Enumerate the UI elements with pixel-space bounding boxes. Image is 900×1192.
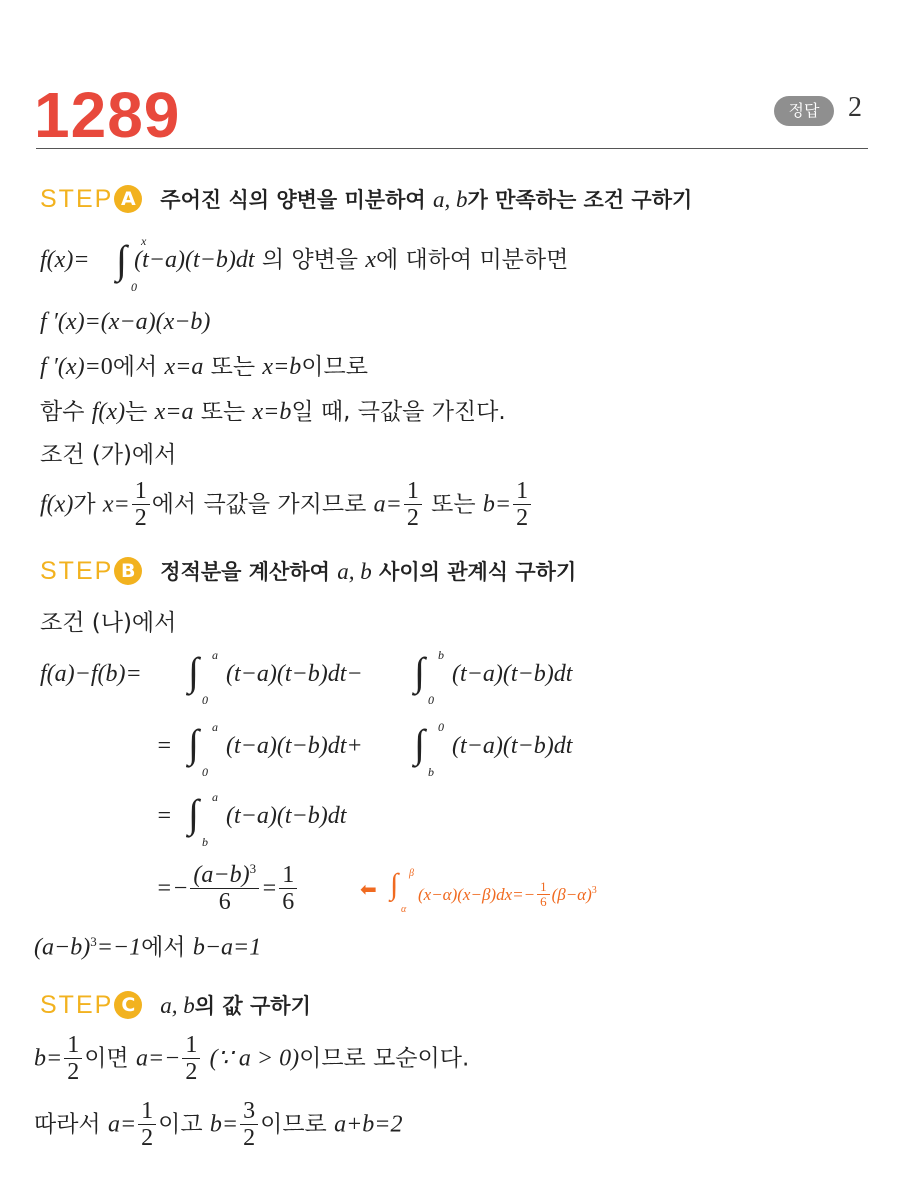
math-expression: f ′(x)=(x−a)(x−b) bbox=[40, 309, 211, 335]
fraction: $\frac{1}{2}$ bbox=[138, 1098, 156, 1152]
integral-upper-limit: x bbox=[141, 234, 147, 248]
math-operator: = bbox=[156, 733, 173, 759]
math-operator: = bbox=[156, 803, 173, 829]
text: 가 bbox=[73, 491, 96, 518]
step-label: STEP bbox=[40, 184, 114, 213]
answer-badge: 정답 bbox=[774, 96, 834, 126]
integral-lower-limit: 0 bbox=[202, 765, 208, 779]
fraction: $\frac{1}{2}$ bbox=[132, 478, 150, 532]
text: 에서 bbox=[141, 934, 186, 961]
integral-sign: ∫ bbox=[188, 649, 199, 694]
step-c-heading bbox=[40, 990, 311, 1020]
step-a-line-4 bbox=[40, 400, 506, 424]
math-expression: a=− bbox=[135, 1045, 181, 1072]
step-title-vars: a, b bbox=[432, 187, 468, 212]
math-expression: (t−a)(t−b)dt bbox=[452, 661, 573, 687]
math-expression: (t−a)(t−b)dt bbox=[452, 733, 573, 759]
text: 이고 bbox=[158, 1111, 203, 1138]
integral-lower-limit: b bbox=[202, 835, 208, 849]
math-operator: + bbox=[346, 733, 363, 759]
text: 이므로 모순이다. bbox=[299, 1045, 470, 1072]
integral-upper-limit: a bbox=[212, 790, 218, 804]
math-expression: =−1 bbox=[96, 934, 142, 961]
step-title bbox=[160, 184, 692, 214]
math-expression: (t−a)(t−b)dt bbox=[226, 733, 347, 759]
math-expression: (a−b) bbox=[34, 934, 91, 961]
math-expression: (∵ a > 0) bbox=[209, 1045, 300, 1072]
step-b-line-3-body bbox=[226, 734, 363, 758]
integral-upper-limit: 0 bbox=[438, 720, 444, 734]
step-title-text: 의 값 구하기 bbox=[194, 994, 311, 1018]
step-b-line-2 bbox=[40, 662, 142, 686]
step-a-line-3 bbox=[40, 355, 368, 379]
step-label: STEP bbox=[40, 990, 114, 1019]
integral-lower-limit: 0 bbox=[131, 280, 137, 294]
step-title-text: 가 만족하는 조건 구하기 bbox=[467, 188, 693, 212]
step-letter-badge: B bbox=[114, 557, 142, 585]
step-title-vars: a, b bbox=[337, 559, 372, 584]
fraction: $\frac{1}{6}$ bbox=[279, 862, 297, 916]
step-a-line-2 bbox=[40, 310, 210, 334]
text: 일 때, 극값을 가진다. bbox=[291, 399, 506, 425]
text: 이므로 bbox=[301, 354, 368, 380]
math-expression: f(a)−f(b)= bbox=[40, 661, 142, 687]
integral-sign: ∫ bbox=[188, 791, 199, 836]
fraction: $\frac{3}{2}$ bbox=[240, 1098, 258, 1152]
step-b-line-2-body-2 bbox=[452, 662, 572, 686]
math-expression: (t−a)(t−b)dt bbox=[226, 661, 347, 687]
fraction: $\frac{1}{2}$ bbox=[64, 1032, 82, 1086]
integral-upper-limit: β bbox=[409, 868, 414, 879]
math-operator: = bbox=[261, 875, 278, 902]
step-b-line-2-body bbox=[226, 662, 363, 686]
step-a-line-5: 조건 (가)에서 bbox=[40, 442, 177, 468]
step-b-line-3-body-2 bbox=[452, 734, 572, 758]
math-expression: b= bbox=[482, 491, 512, 518]
step-title-text: 사이의 관계식 구하기 bbox=[379, 560, 577, 584]
math-expression: b= bbox=[209, 1111, 239, 1138]
integral-sign: ∫ bbox=[116, 237, 127, 282]
step-letter-badge: A bbox=[114, 185, 142, 213]
math-operator: = bbox=[156, 875, 173, 902]
step-b-line-3 bbox=[156, 734, 172, 758]
problem-number: 1289 bbox=[34, 79, 181, 151]
step-title-text: 정적분을 계산하여 bbox=[160, 560, 330, 584]
formula-note: (x−α)(x−β)dx=− $\frac{1}{6}$ $(\beta-\alpha)^3$ bbox=[418, 879, 597, 910]
math-variable: x bbox=[365, 247, 376, 273]
integral-lower-limit: b bbox=[428, 765, 434, 779]
math-expression: x=a bbox=[164, 354, 204, 380]
math-expression: x=b bbox=[262, 354, 302, 380]
integral-lower-limit: 0 bbox=[428, 693, 434, 707]
text: 함수 bbox=[40, 399, 85, 425]
math-expression: x= bbox=[102, 491, 130, 518]
math-operator: − bbox=[172, 875, 189, 902]
text: 또는 bbox=[210, 354, 256, 380]
math-expression: a= bbox=[107, 1111, 137, 1138]
step-b-line-4-body bbox=[226, 804, 346, 828]
step-c-line-1 bbox=[34, 1032, 469, 1086]
integral-lower-limit: 0 bbox=[202, 693, 208, 707]
step-a-heading bbox=[40, 184, 692, 214]
math-expression: b−a=1 bbox=[192, 934, 262, 961]
fraction: $\frac{(a-b)^3}{6}$ bbox=[190, 862, 259, 916]
answer-value: 2 bbox=[848, 92, 862, 123]
fraction: $\frac{1}{2}$ bbox=[182, 1032, 200, 1086]
step-b-line-5 bbox=[156, 862, 299, 916]
math-expression: f(x)= bbox=[40, 247, 90, 273]
text: 또는 bbox=[431, 491, 476, 518]
step-c-line-2 bbox=[34, 1098, 402, 1152]
math-expression: a+b=2 bbox=[334, 1111, 403, 1138]
step-letter-badge: C bbox=[114, 991, 142, 1019]
left-arrow-icon: ⬅ bbox=[360, 877, 377, 901]
fraction: $\frac{1}{2}$ bbox=[404, 478, 422, 532]
math-expression: a= bbox=[373, 491, 402, 518]
integral-sign: ∫ bbox=[390, 868, 399, 901]
math-expression: b= bbox=[34, 1045, 63, 1072]
math-expression: f ′(x)= bbox=[40, 354, 101, 380]
math-operator: − bbox=[346, 661, 363, 687]
integral-lower-limit: α bbox=[401, 904, 407, 915]
text: 의 양변을 bbox=[261, 247, 358, 273]
math-expression: f(x) bbox=[91, 399, 126, 425]
math-number: 0 bbox=[100, 354, 113, 380]
math-expression: (t−a)(t−b)dt bbox=[134, 247, 255, 273]
text: 이면 bbox=[84, 1045, 129, 1072]
step-b-line-4 bbox=[156, 804, 172, 828]
step-title bbox=[160, 556, 576, 586]
math-expression: x=a bbox=[154, 399, 194, 425]
text: 는 bbox=[125, 399, 148, 425]
header-divider bbox=[36, 148, 868, 149]
math-expression: (t−a)(t−b)dt bbox=[226, 803, 347, 829]
integral-sign: ∫ bbox=[414, 721, 425, 766]
math-expression: f(x) bbox=[40, 491, 74, 518]
step-b-heading bbox=[40, 556, 576, 586]
fraction: $\frac{1}{6}$ bbox=[537, 880, 550, 910]
integral-sign: ∫ bbox=[414, 649, 425, 694]
fraction: $\frac{1}{2}$ bbox=[513, 478, 531, 532]
text: 에 대하여 미분하면 bbox=[375, 247, 569, 273]
step-label: STEP bbox=[40, 556, 114, 585]
integral-upper-limit: a bbox=[212, 720, 218, 734]
integral-sign: ∫ bbox=[188, 721, 199, 766]
integral-upper-limit: b bbox=[438, 648, 444, 662]
step-a-line-6 bbox=[40, 478, 533, 532]
step-title-vars: a, b bbox=[160, 993, 195, 1018]
step-title bbox=[160, 990, 311, 1020]
step-b-conclusion: $(a-b)^3=-1$에서 b−a=1 bbox=[34, 934, 262, 961]
step-b-line-1: 조건 (나)에서 bbox=[40, 610, 177, 636]
text: 이므로 bbox=[260, 1111, 327, 1138]
math-expression: x=b bbox=[252, 399, 292, 425]
text: 에서 극값을 가지므로 bbox=[151, 491, 367, 518]
text: 또는 bbox=[200, 399, 246, 425]
text: 에서 bbox=[112, 354, 158, 380]
integral-upper-limit: a bbox=[212, 648, 218, 662]
step-title-text: 주어진 식의 양변을 미분하여 bbox=[160, 188, 426, 212]
text: 따라서 bbox=[34, 1111, 101, 1138]
